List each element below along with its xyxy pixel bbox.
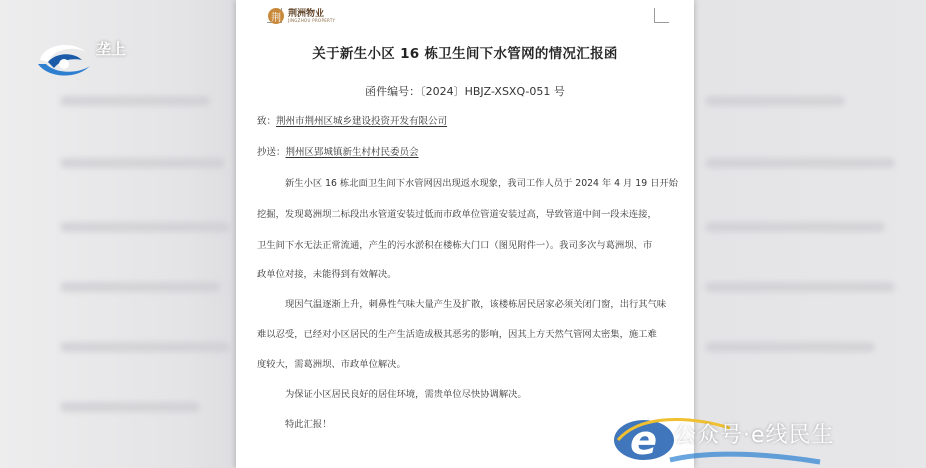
recipient-line bbox=[257, 113, 447, 127]
document-page bbox=[236, 0, 694, 468]
body-line: 新生小区 16 栋北面卫生间下水管网因出现返水现象，我司工作人员于 2024 年 4 月 19 日开始 bbox=[285, 178, 678, 189]
body-line: 特此汇报！ bbox=[285, 419, 332, 430]
document-title: 关于新生小区 16 栋卫生间下水管网的情况汇报函 bbox=[312, 46, 618, 62]
recipient-org: 荆州市荆州区城乡建设投资开发有限公司 bbox=[276, 116, 448, 127]
recipient-label: 致： bbox=[257, 116, 277, 127]
company-name-en: JINGZHOU PROPERTY bbox=[288, 17, 336, 23]
cc-label: 抄送： bbox=[257, 147, 286, 158]
tv-station-swirl-logo-icon bbox=[34, 38, 94, 84]
channel-name: 垄上 bbox=[96, 40, 127, 58]
body-line: 难以忍受，已经对小区居民的生产生活造成极其恶劣的影响，因其上方天然气管网太密集，施工难 bbox=[257, 329, 657, 340]
background-blur bbox=[60, 158, 225, 168]
background-blur bbox=[705, 342, 875, 352]
body-line: 现因气温逐渐上升，刺鼻性气味大量产生及扩散，该楼栋居民居家必须关闭门窗，出行其气味 bbox=[285, 299, 667, 310]
background-blur bbox=[705, 96, 845, 106]
company-logo-icon: 荆 bbox=[268, 8, 284, 24]
body-line: 度较大，需葛洲坝、市政单位解决。 bbox=[257, 359, 406, 370]
company-name-cn: 荆洲物业 bbox=[288, 8, 325, 19]
background-blur bbox=[60, 342, 230, 352]
document-number: 函件编号：〔2024〕HBJZ-XSXQ-051 号 bbox=[365, 85, 565, 98]
background-blur bbox=[705, 282, 895, 292]
body-line: 卫生间下水无法正常流通，产生的污水淤积在楼栋大门口（图见附件一）。我司多次与葛洲坝、市 bbox=[257, 240, 653, 251]
background-blur bbox=[60, 222, 230, 232]
watermark-text: 公众号·e线民生 bbox=[674, 423, 835, 448]
company-logo bbox=[268, 8, 335, 24]
body-line: 挖掘，发现葛洲坝二标段出水管道安装过低而市政单位管道安装过高，导致管道中间一段未连接， bbox=[257, 209, 657, 220]
cc-org: 荆州区郢城镇新生村村民委员会 bbox=[285, 147, 419, 158]
crop-mark bbox=[654, 8, 669, 23]
background-blur bbox=[60, 282, 220, 292]
body-line: 为保证小区居民良好的居住环境，需贵单位尽快协调解决。 bbox=[285, 389, 527, 400]
background-blur bbox=[705, 158, 895, 168]
cc-line bbox=[257, 144, 419, 158]
background-blur bbox=[60, 402, 200, 412]
body-line: 政单位对接，未能得到有效解决。 bbox=[257, 269, 397, 280]
svg-text:e: e bbox=[630, 418, 658, 464]
background-blur bbox=[705, 222, 885, 232]
background-blur bbox=[60, 96, 210, 106]
